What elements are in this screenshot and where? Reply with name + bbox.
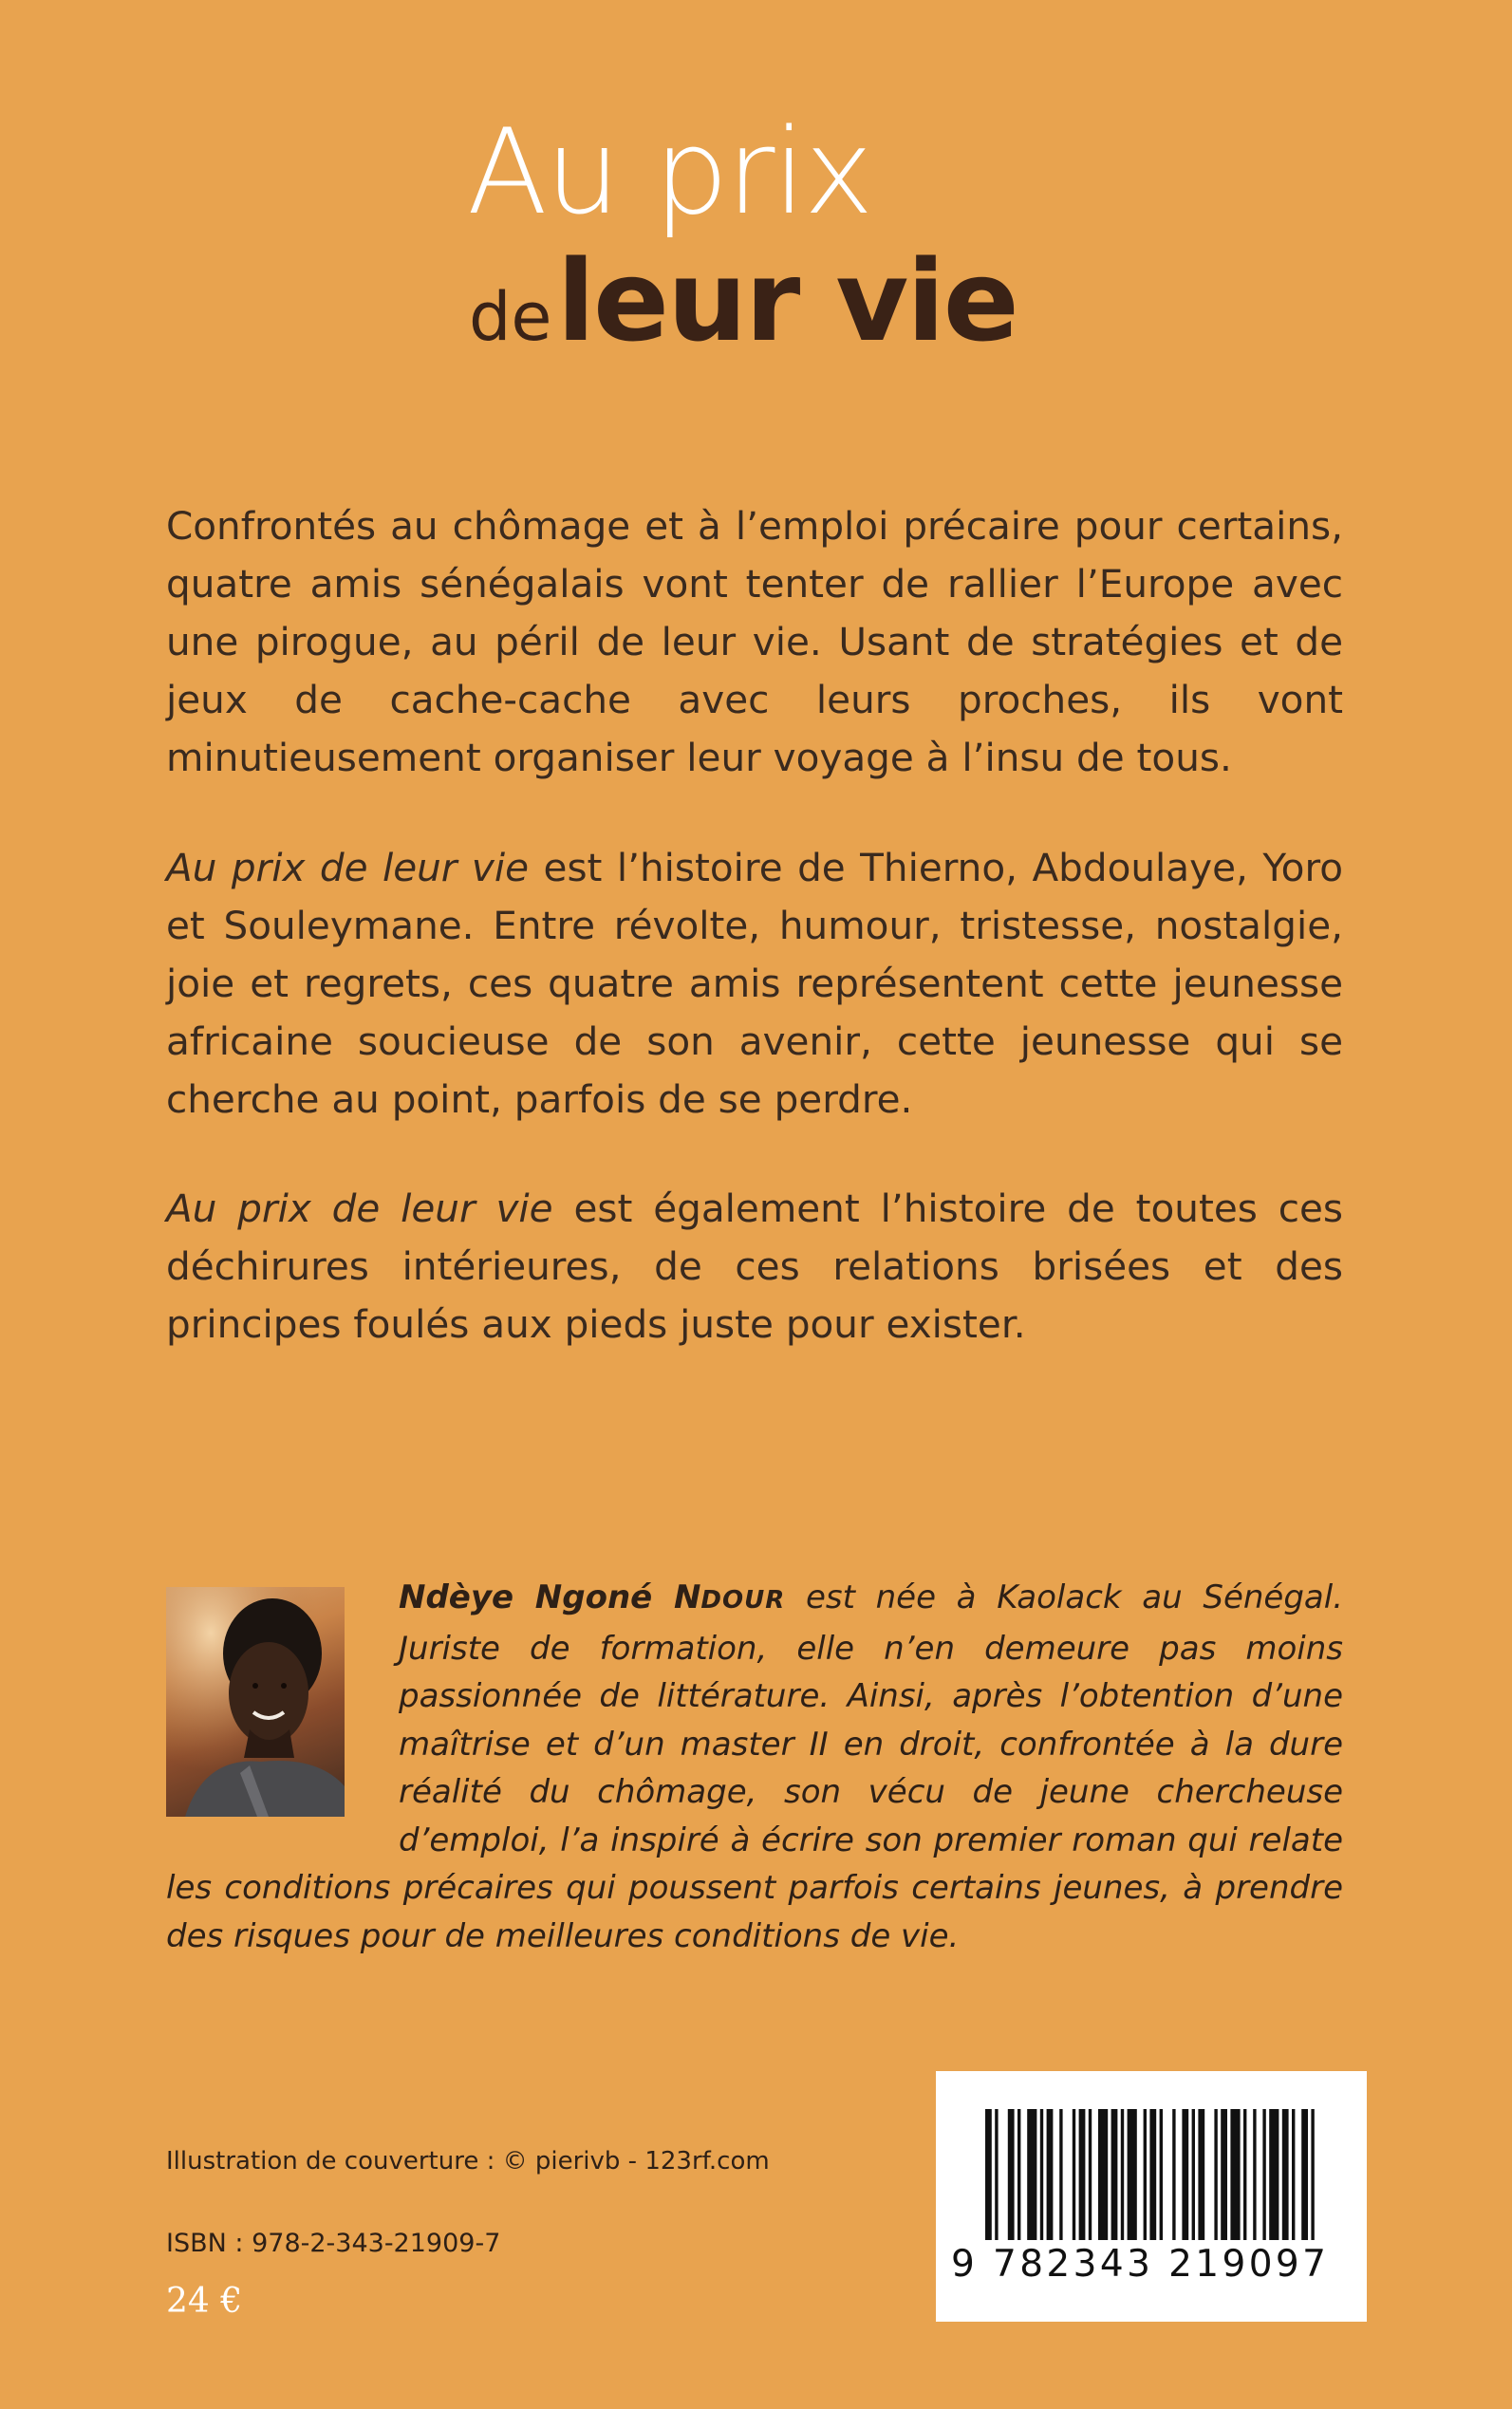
price: 24 € (166, 2282, 243, 2321)
title-line-1: Au prix (467, 104, 872, 241)
synopsis-paragraph-3 (166, 1180, 1343, 1354)
title-de: de (469, 278, 552, 356)
barcode-bar (1098, 2109, 1108, 2240)
synopsis-paragraph-1: Confrontés au chômage et à l’emploi précaire pour certains, quatre amis sénégalais vont tenter de rallier l’Europe avec une pirogue, au péril de leur vie. Usant de stratégies et de jeux de cache-cache avec leurs proches, ils vont minutieusement organiser leur voyage à l’insu de tous. (166, 503, 1343, 780)
barcode-digits: 9 782343 219097 (951, 2243, 1330, 2286)
barcode-bar (1230, 2109, 1240, 2240)
paragraph-2-text: est l’histoire de Thierno, Abdoulaye, Yoro et Souleymane. Entre révolte, humour, tristesse, nostalgie, joie et regrets, ces quatre amis représentent cette jeunesse africaine soucieuse de son avenir, cette jeunesse qui se cherche au point, parfois de se perdre. (166, 845, 1343, 1122)
barcode-bar (1198, 2109, 1204, 2240)
barcode-bar (1149, 2109, 1156, 2240)
barcode-bar (1269, 2109, 1279, 2240)
isbn: ISBN : 978-2-343-21909-7 (166, 2229, 501, 2258)
author-bio-text: est née à Kaolack au Sénégal. Juriste de formation, elle n’en demeure pas moins passionnée de littérature. Ainsi, après l’obtention d’une maîtrise et d’un master II en droit, confrontée à la dure réalité du chômage, son vécu de jeune chercheuse d’emploi, l’a inspiré à écrire son premier roman qui relate les conditions précaires qui poussent parfois certains jeunes, à prendre des risques pour de meilleures conditions de vie. (166, 1578, 1344, 1955)
author-biography (166, 1574, 1343, 1960)
barcode-bar (985, 2109, 992, 2240)
barcode-bar (1311, 2109, 1314, 2240)
barcode-bar (1262, 2109, 1265, 2240)
author-name: Ndèye Ngoné NDOUR (399, 1578, 786, 1616)
synopsis-paragraph-2 (166, 839, 1343, 1129)
cover-illustration-credit: Illustration de couverture : © pierivb - 123rf.com (166, 2147, 770, 2176)
barcode-bar (1301, 2109, 1308, 2240)
book-title-italic: Au prix de leur vie (166, 1186, 553, 1231)
barcode-bar (1282, 2109, 1289, 2240)
barcode-bar (1253, 2109, 1256, 2240)
barcode-bar (1144, 2109, 1147, 2240)
barcode-bar (1008, 2109, 1015, 2240)
barcode-bars (985, 2109, 1319, 2240)
barcode-bar (1059, 2109, 1062, 2240)
barcode-bar (1243, 2109, 1246, 2240)
barcode-bar (1089, 2109, 1092, 2240)
barcode-bar (1017, 2109, 1020, 2240)
book-title-italic: Au prix de leur vie (166, 845, 530, 890)
title-line-2 (469, 235, 1228, 366)
barcode-bar (1172, 2109, 1175, 2240)
barcode-bar (1040, 2109, 1043, 2240)
barcode (936, 2071, 1367, 2322)
barcode-bar (995, 2109, 998, 2240)
barcode-bar (1047, 2109, 1054, 2240)
title-leur-vie: leur vie (556, 235, 1017, 366)
barcode-bar (1121, 2109, 1124, 2240)
paragraph-3-text: est également l’histoire de toutes ces déchirures intérieures, de ces relations brisées et des principes foulés aux pieds juste pour exister. (166, 1186, 1343, 1347)
barcode-bar (1182, 2109, 1188, 2240)
barcode-bar (1221, 2109, 1227, 2240)
barcode-bar (1079, 2109, 1086, 2240)
barcode-bar (1128, 2109, 1137, 2240)
barcode-bar (1160, 2109, 1163, 2240)
barcode-bar (1027, 2109, 1036, 2240)
barcode-bar (1214, 2109, 1217, 2240)
barcode-bar (1073, 2109, 1075, 2240)
barcode-bar (1292, 2109, 1295, 2240)
barcode-bar (1111, 2109, 1118, 2240)
barcode-bar (1192, 2109, 1195, 2240)
